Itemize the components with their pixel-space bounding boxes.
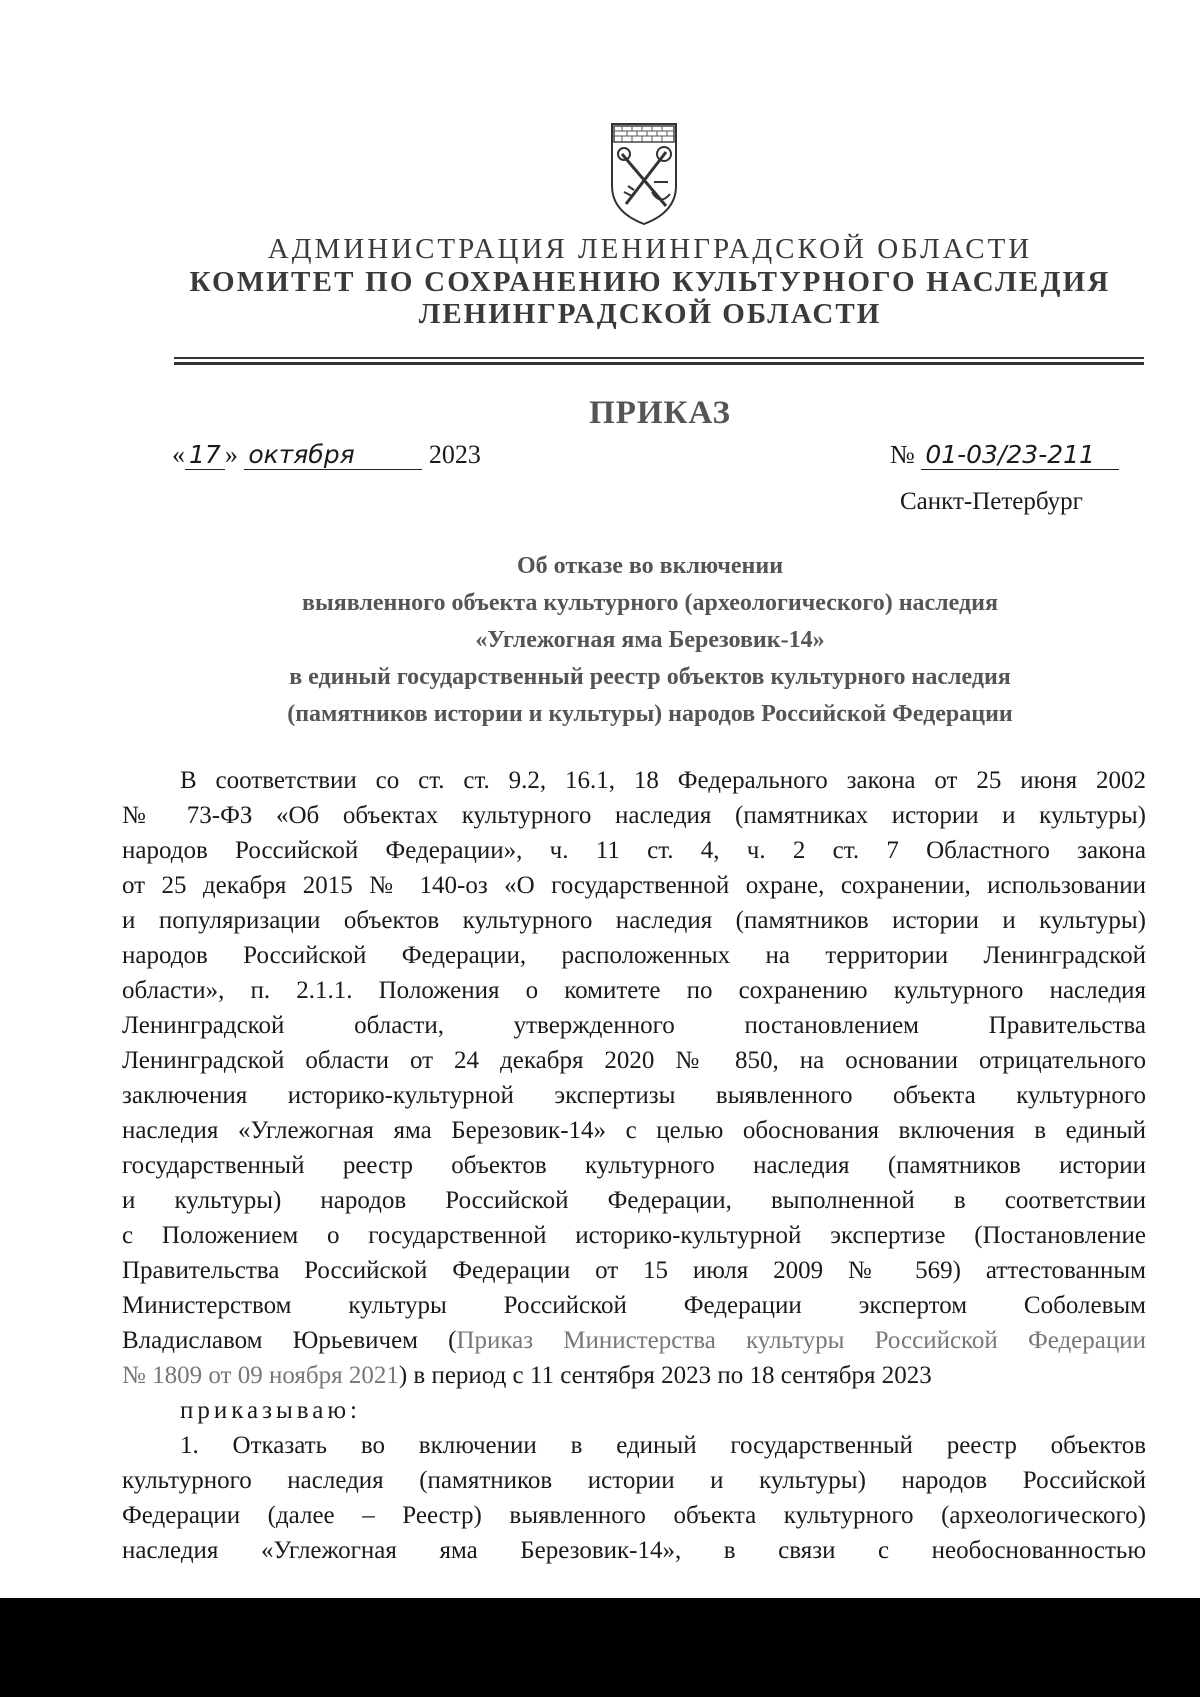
subject-line: «Углежогная яма Березовик-14» [475,627,825,653]
date-day: 17 [185,440,225,470]
body-line: заключения историко-культурной экспертизы выявленного объекта культурного [122,1082,1146,1109]
item-1-line: наследия «Углежогная яма Березовик-14», в связи с необоснованностью [122,1537,1146,1564]
ministry-order-number: № 1809 от 09 ноября 2021 [122,1362,399,1389]
city: Санкт-Петербург [900,488,1083,515]
date-open-quote: « [172,440,185,469]
header-divider-thin [174,357,1144,359]
item-1-line: Федерации (далее – Реестр) выявленного объекта культурного (археологического) [122,1502,1146,1529]
item-1-line: 1. Отказать во включении в единый государственный реестр объектов [180,1432,1146,1459]
number-value: 01-03/23-211 [921,440,1119,470]
date-month: октября [244,440,422,470]
body-line: и культуры) народов Российской Федерации, выполненной в соответствии [122,1187,1146,1214]
body-line: государственный реестр объектов культурного наследия (памятников истории [122,1152,1146,1179]
expert-name-text: Владиславом Юрьевичем ( [122,1327,457,1354]
subject-line: в единый государственный реестр объектов культурного наследия [289,664,1011,690]
body-line [122,1362,1146,1390]
expertise-period-text: ) в период с 11 сентября 2023 по 18 сентября 2023 [398,1362,932,1389]
body-line: области», п. 2.1.1. Положения о комитете по сохранению культурного наследия [122,977,1146,1004]
body-line: и популяризации объектов культурного наследия (памятников истории и культуры) [122,907,1146,934]
subject-line: (памятников истории и культуры) народов Российской Федерации [287,701,1013,727]
leningrad-oblast-coat-of-arms-icon [608,120,680,228]
body-line: от 25 декабря 2015 № 140-оз «О государственной охране, сохранении, использовании [122,872,1146,899]
order-word: приказываю: [180,1397,361,1424]
body-line: Министерством культуры Российской Федерации экспертом Соболевым [122,1292,1146,1319]
subject-line: выявленного объекта культурного (археологического) наследия [302,590,998,616]
ministry-order-reference: Приказ Министерства культуры Российской Федерации [456,1327,1147,1354]
header-divider-thick [174,362,1144,365]
body-line: № 73-ФЗ «Об объектах культурного наследия (памятниках истории и культуры) [122,802,1146,829]
document-type-title: ПРИКАЗ [589,395,731,431]
body-line: народов Российской Федерации, расположенных на территории Ленинградской [122,942,1146,969]
body-line: Ленинградской области от 24 декабря 2020 № 850, на основании отрицательного [122,1047,1146,1074]
number-label: № [890,440,915,469]
scan-black-border [0,1598,1200,1697]
item-1-line: культурного наследия (памятников истории и культуры) народов Российской [122,1467,1146,1494]
date-close-quote: » [224,440,238,469]
header-committee: КОМИТЕТ ПО СОХРАНЕНИЮ КУЛЬТУРНОГО НАСЛЕДИЯ [189,266,1111,298]
subject-line: Об отказе во включении [516,553,784,579]
body-line: Ленинградской области, утвержденного постановлением Правительства [122,1012,1146,1039]
body-line: В соответствии со ст. ст. 9.2, 16.1, 18 Федерального закона от 25 июня 2002 [180,767,1146,794]
body-line: Правительства Российской Федерации от 15 июля 2009 № 569) аттестованным [122,1257,1146,1284]
header-administration: АДМИНИСТРАЦИЯ ЛЕНИНГРАДСКОЙ ОБЛАСТИ [267,233,1033,265]
body-line [122,1327,1146,1355]
body-line: народов Российской Федерации», ч. 11 ст. 4, ч. 2 ст. 7 Областного закона [122,837,1146,864]
body-line: наследия «Углежогная яма Березовик-14» с целью обоснования включения в единый [122,1117,1146,1144]
date-year: 2023 [428,440,481,469]
body-line: с Положением о государственной историко-культурной экспертизе (Постановление [122,1222,1146,1249]
header-region: ЛЕНИНГРАДСКОЙ ОБЛАСТИ [418,298,882,330]
order-number [890,440,1119,470]
order-date [172,440,481,470]
